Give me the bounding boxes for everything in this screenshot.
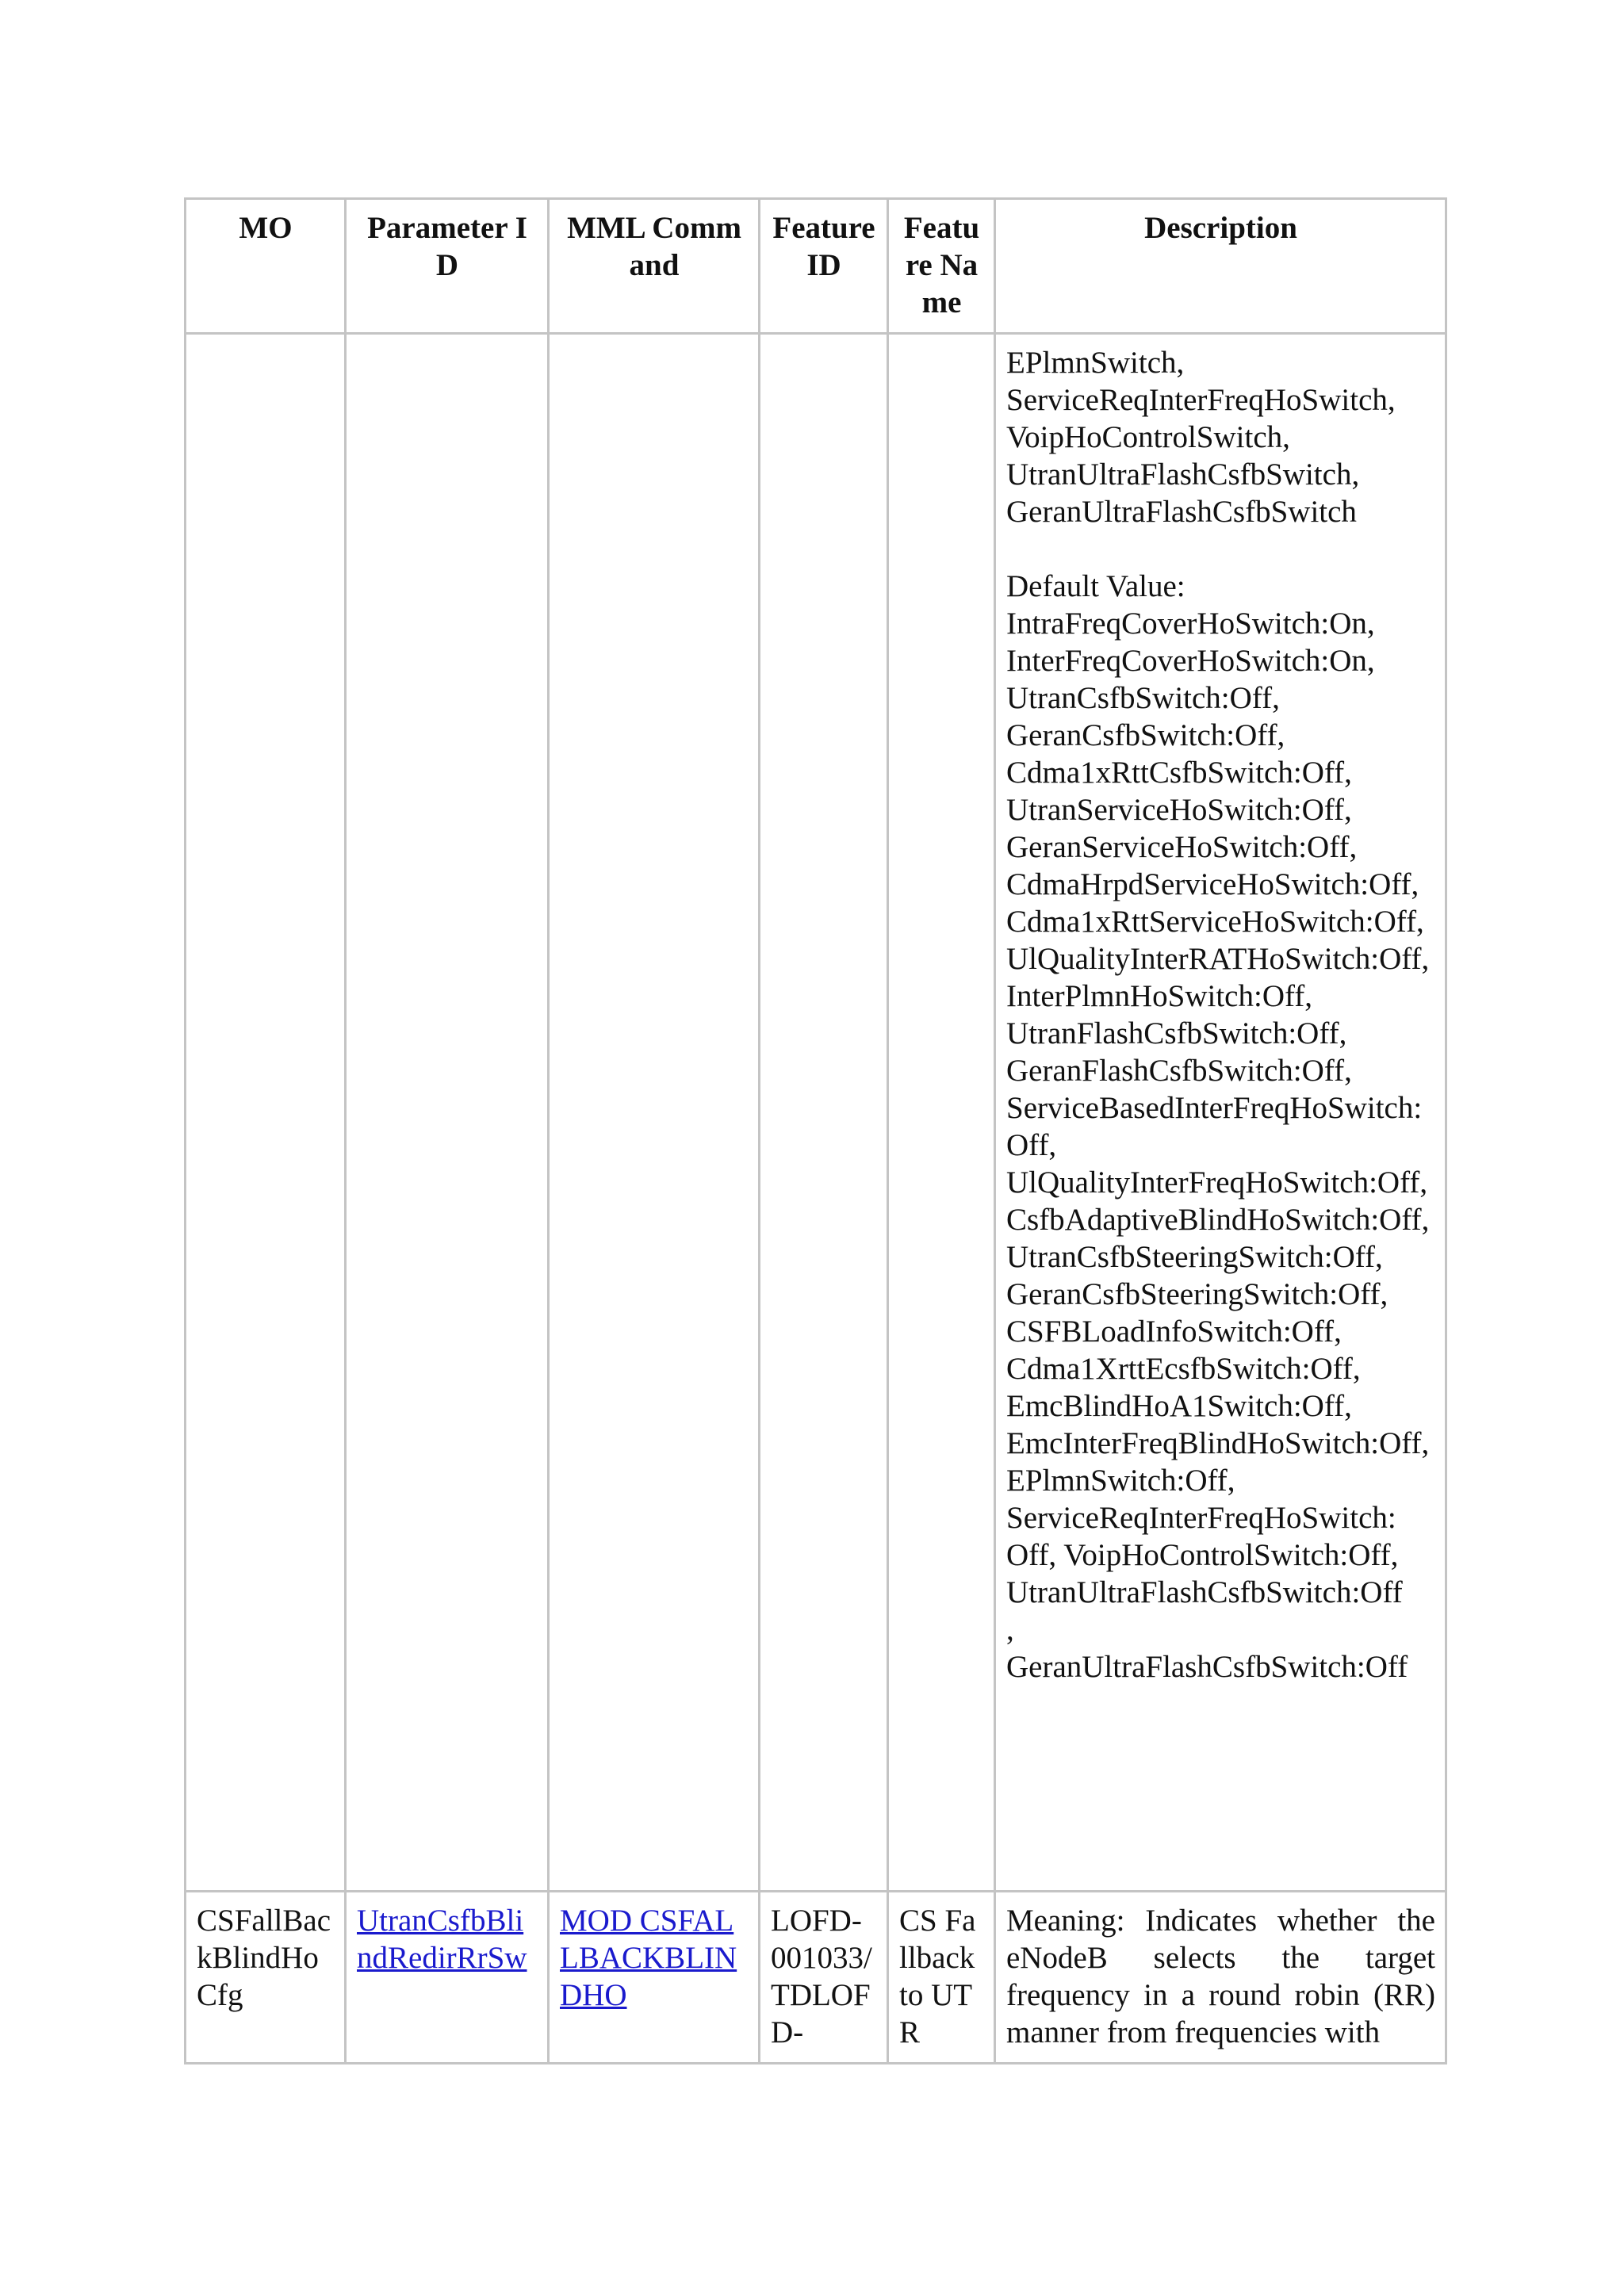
table-row [186,334,1446,1892]
cell-feature-name [888,334,995,1892]
header-feature-id: Feature ID [760,199,888,334]
cell-description: Meaning: Indicates whether the eNodeB selects the target frequency in a round robin (RR) manner from frequencies with [995,1892,1446,2064]
cell-feature-id [760,334,888,1892]
table-row [186,1892,1446,2064]
cell-feature-id: LOFD-001033/TDLOFD- [760,1892,888,2064]
header-parameter-id: Parameter ID [346,199,549,334]
cell-mo [186,334,346,1892]
header-feature-name: Feature Name [888,199,995,334]
cell-parameter-id [346,1892,549,2064]
cell-feature-name: CS Fallback to UTR [888,1892,995,2064]
cell-mml-command [549,1892,760,2064]
cell-parameter-id [346,334,549,1892]
mml-command-link[interactable]: MOD CSFALLBACKBLINDHO [560,1904,737,2012]
header-mo: MO [186,199,346,334]
header-mml-command: MML Command [549,199,760,334]
header-description: Description [995,199,1446,334]
cell-mml-command [549,334,760,1892]
parameter-table [184,197,1447,2064]
parameter-id-link[interactable]: UtranCsfbBlindRedirRrSw [357,1904,527,1975]
cell-mo: CSFallBackBlindHoCfg [186,1892,346,2064]
cell-description: EPlmnSwitch, ServiceReqInterFreqHoSwitch, VoipHoControlSwitch, UtranUltraFlashCsfbSwitch, GeranUltraFlashCsfbSwitch Default Value: IntraFreqCoverHoSwitch:On, InterFreqCoverHoSwitch:On, UtranCsfbSwitch:Off, GeranCsfbSwitch:Off, Cdma1xRttCsfbSwitch:Off, UtranServiceHoSwitch:Off, GeranServiceHoSwitch:Off, CdmaHrpdServiceHoSwitch:Off, Cdma1xRttServiceHoSwitch:Off, UlQualityInterRATHoSwitch:Off, InterPlmnHoSwitch:Off, UtranFlashCsfbSwitch:Off, GeranFlashCsfbSwitch:Off, ServiceBasedInterFreqHoSwitch:Off, UlQualityInterFreqHoSwitch:Off, CsfbAdaptiveBlindHoSwitch:Off, UtranCsfbSteeringSwitch:Off, GeranCsfbSteeringSwitch:Off, CSFBLoadInfoSwitch:Off, Cdma1XrttEcsfbSwitch:Off, EmcBlindHoA1Switch:Off, EmcInterFreqBlindHoSwitch:Off, EPlmnSwitch:Off, ServiceReqInterFreqHoSwitch: Off, VoipHoControlSwitch:Off, UtranUltraFlashCsfbSwitch:Off , GeranUltraFlashCsfbSwitch:Off [995,334,1446,1892]
table-header-row [186,199,1446,334]
